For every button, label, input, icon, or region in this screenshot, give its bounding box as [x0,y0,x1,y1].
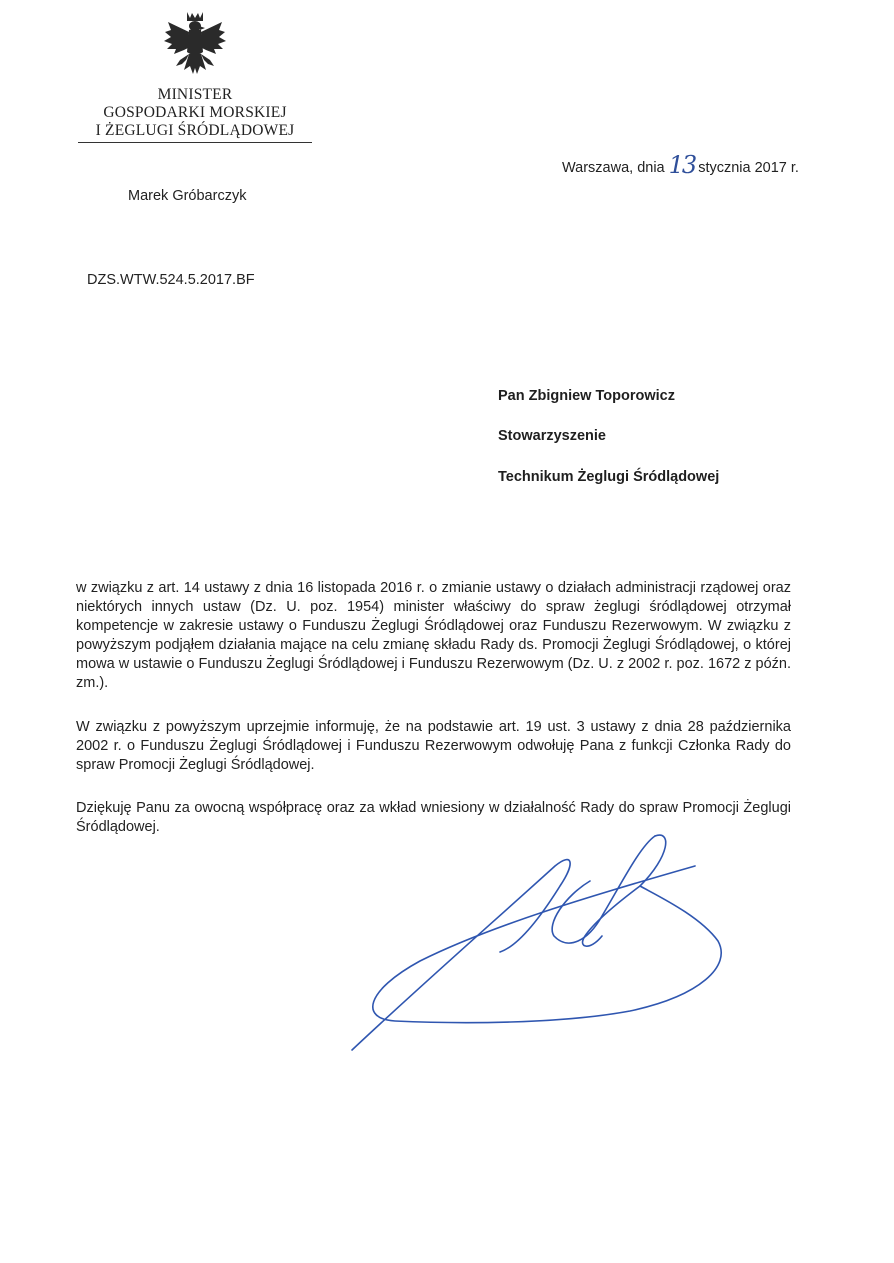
handwritten-day: 13 [668,151,696,179]
letterhead-line-2: GOSPODARKI MORSKIEJ [103,104,287,121]
recipient-organization-line-2: Technikum Żeglugi Śródlądowej [498,469,720,485]
polish-eagle-emblem-icon [162,10,228,84]
date-line [562,150,799,178]
reference-number: DZS.WTW.524.5.2017.BF [87,272,255,288]
body-paragraph-3: Dziękuję Panu za owocną współpracę oraz za wkład wniesiony w działalność Rady do spraw Promocji Żeglugi Śródlądowej. [76,800,791,835]
ministry-letterhead [78,86,312,140]
sender-name: Marek Gróbarczyk [128,188,247,204]
body-paragraph-2: W związku z powyższym uprzejmie informuję, że na podstawie art. 19 ust. 3 ustawy z dnia 28 października 2002 r. o Funduszu Żeglugi Śródlądowej i Funduszu Rezerwowym odwołuję Pana z funkcji Członka Rady do spraw Promocji Żeglugi Śródlądowej. [76,719,791,773]
letterhead-line-3: I ŻEGLUGI ŚRÓDLĄDOWEJ [95,122,295,139]
recipient-name: Pan Zbigniew Toporowicz [498,388,675,404]
letterhead-line-1: MINISTER [157,86,233,103]
body-paragraph-1: w związku z art. 14 ustawy z dnia 16 listopada 2016 r. o zmianie ustawy o działach administracji rządowej oraz niektórych innych ustaw (Dz. U. poz. 1954) minister właściwy do spraw żeglugi śródlądowej otrzymał kompetencje w zakresie ustawy o Funduszu Żeglugi Śródlądowej oraz Funduszu Rezerwowym. W związku z powyższym podjąłem działania mające na celu zmianę składu Rady ds. Promocji Żeglugi Śródlądowej, o której mowa w ustawie o Funduszu Żeglugi Śródlądowej i Funduszu Rezerwowym (Dz. U. z 2002 r. poz. 1672 z późn. zm.). [76,580,791,691]
date-suffix: stycznia 2017 r. [698,160,799,176]
letterhead-underline [78,142,312,143]
recipient-organization-line-1: Stowarzyszenie [498,428,606,444]
handwritten-signature [340,826,740,1066]
date-prefix: Warszawa, dnia [562,160,665,176]
